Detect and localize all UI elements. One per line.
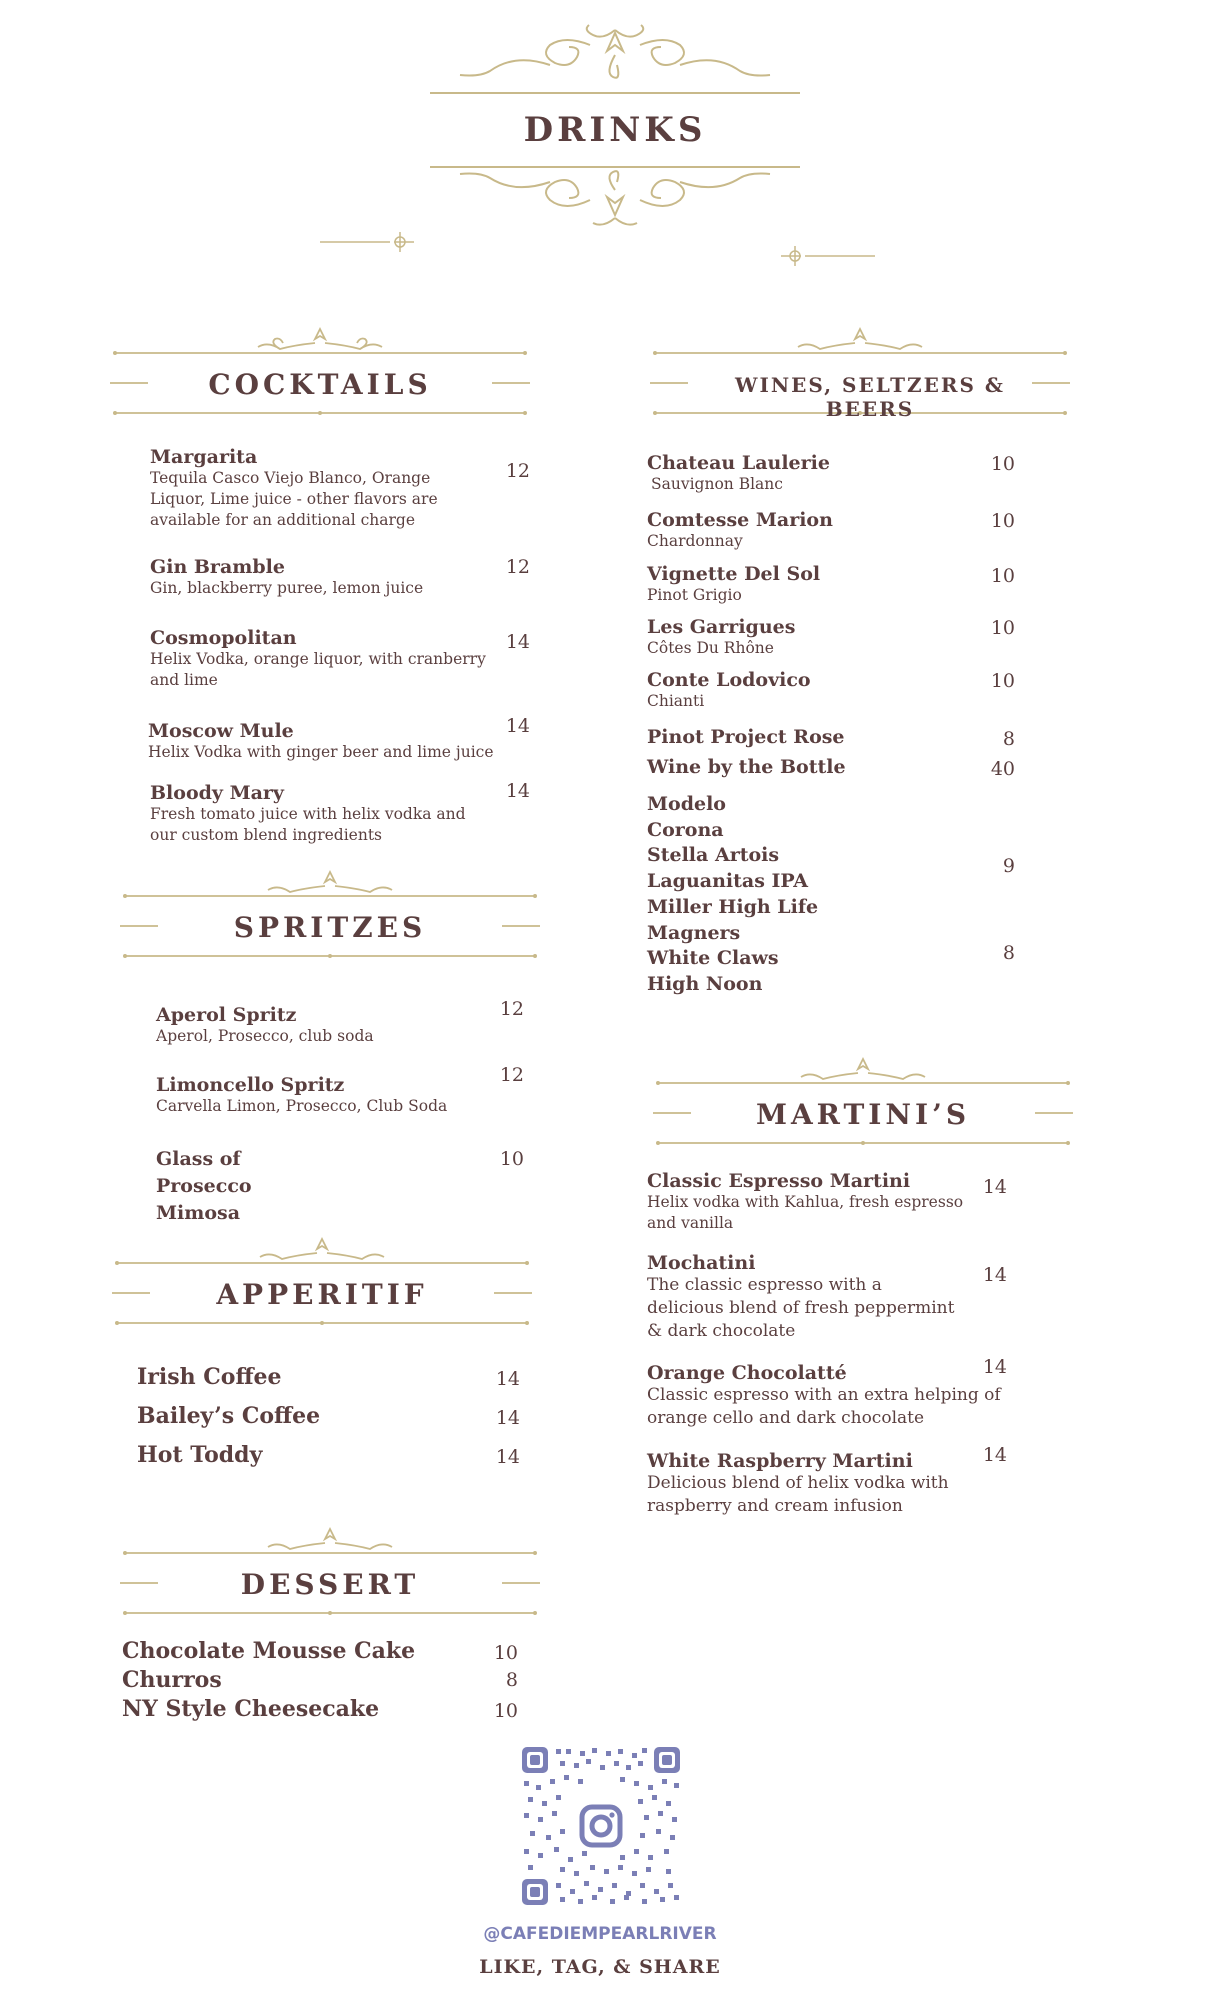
item-price: 10 bbox=[990, 510, 1015, 532]
item-name: Orange Chocolatté bbox=[647, 1362, 847, 1384]
cocktail-item bbox=[150, 446, 540, 531]
item-price: 14 bbox=[982, 1264, 1007, 1286]
footer-cta: LIKE, TAG, & SHARE bbox=[479, 1956, 721, 1978]
item-name: Limoncello Spritz bbox=[156, 1074, 345, 1096]
instagram-qr-icon[interactable] bbox=[520, 1745, 682, 1907]
cocktail-item bbox=[150, 627, 540, 691]
item-name: Pinot Project Rose bbox=[647, 726, 845, 748]
item-description: Carvella Limon, Prosecco, Club Soda bbox=[156, 1097, 448, 1115]
item-name: Mochatini bbox=[647, 1252, 756, 1274]
item-price: 14 bbox=[982, 1356, 1007, 1378]
item-price: 14 bbox=[505, 715, 530, 737]
item-name: Moscow Mule bbox=[148, 720, 294, 742]
item-description: Chardonnay bbox=[647, 532, 743, 550]
item-name: Cosmopolitan bbox=[150, 627, 297, 649]
item-price: 12 bbox=[505, 460, 530, 482]
item-description: Helix vodka with Kahlua, fresh espresso and vanilla bbox=[647, 1193, 964, 1232]
spritz-item bbox=[156, 1064, 536, 1117]
dessert-item-name: Chocolate Mousse Cake bbox=[122, 1638, 416, 1664]
beer-list bbox=[647, 792, 818, 998]
wine-item bbox=[647, 509, 1027, 552]
wine-item bbox=[647, 616, 1027, 659]
item-name: Glass of Prosecco Mimosa bbox=[156, 1148, 252, 1224]
item-description: Helix Vodka, orange liquor, with cranberry and lime bbox=[150, 650, 486, 689]
item-name: Bloody Mary bbox=[150, 782, 284, 804]
item-name: Wine by the Bottle bbox=[647, 756, 846, 778]
martinis-title: MARTINI’S bbox=[755, 1098, 971, 1131]
apperitif-item-price: 14 bbox=[495, 1407, 520, 1429]
item-name: Conte Lodovico bbox=[647, 669, 811, 691]
seltzer-item: White Claws bbox=[647, 947, 779, 970]
beer-item: Corona bbox=[647, 818, 724, 841]
martini-item bbox=[647, 1170, 1037, 1234]
dessert-item-price: 10 bbox=[493, 1642, 518, 1664]
apperitif-item-price: 14 bbox=[495, 1446, 520, 1468]
item-description: Chianti bbox=[647, 692, 705, 710]
item-price: 12 bbox=[499, 1064, 524, 1086]
item-name: Gin Bramble bbox=[150, 556, 285, 578]
item-price: 14 bbox=[982, 1444, 1007, 1466]
beers-price: 9 bbox=[1002, 855, 1015, 877]
item-description: Helix Vodka with ginger beer and lime juice bbox=[148, 743, 494, 761]
wine-item bbox=[647, 726, 1027, 748]
divider-flourish-left bbox=[320, 230, 420, 255]
item-description: Tequila Casco Viejo Blanco, Orange Liquor, Lime juice - other flavors are available for an additional charge bbox=[150, 469, 438, 529]
wines-title: WINES, SELTZERS & BEERS bbox=[735, 373, 1005, 421]
header-bottom-flourish bbox=[430, 160, 800, 240]
item-description: Sauvignon Blanc bbox=[651, 475, 783, 493]
item-name: White Raspberry Martini bbox=[647, 1450, 913, 1472]
martini-item bbox=[647, 1444, 1037, 1518]
cocktails-title: COCKTAILS bbox=[208, 368, 432, 401]
item-name: Vignette Del Sol bbox=[647, 563, 821, 585]
item-description: Pinot Grigio bbox=[647, 586, 742, 604]
item-description: Côtes Du Rhône bbox=[647, 639, 774, 657]
seltzer-item: High Noon bbox=[647, 972, 763, 995]
dessert-title: DESSERT bbox=[240, 1568, 420, 1601]
spritz-item bbox=[156, 1146, 536, 1227]
item-price: 8 bbox=[1002, 728, 1015, 750]
item-price: 10 bbox=[990, 565, 1015, 587]
beer-item: Laguanitas IPA bbox=[647, 870, 809, 893]
item-price: 40 bbox=[990, 758, 1015, 780]
cocktail-item bbox=[150, 556, 540, 599]
item-name: Comtesse Marion bbox=[647, 509, 833, 531]
apperitif-item-name: Bailey’s Coffee bbox=[137, 1403, 321, 1429]
beer-item: Modelo bbox=[647, 793, 726, 815]
wine-item bbox=[647, 756, 1027, 778]
cocktail-item bbox=[148, 715, 540, 763]
item-description: Fresh tomato juice with helix vodka and our custom blend ingredients bbox=[150, 805, 466, 844]
dessert-item-price: 8 bbox=[505, 1669, 518, 1691]
item-price: 12 bbox=[505, 556, 530, 578]
item-price: 10 bbox=[990, 670, 1015, 692]
item-description: The classic espresso with a delicious blend of fresh peppermint & dark chocolate bbox=[647, 1275, 955, 1341]
item-name: Margarita bbox=[150, 446, 258, 468]
item-price: 10 bbox=[499, 1148, 524, 1170]
wine-item bbox=[647, 452, 1027, 495]
item-description: Gin, blackberry puree, lemon juice bbox=[150, 579, 424, 597]
cocktail-item bbox=[150, 782, 540, 846]
spritz-item bbox=[156, 998, 536, 1047]
item-price: 10 bbox=[990, 617, 1015, 639]
item-price: 14 bbox=[982, 1176, 1007, 1198]
apperitif-item-name: Hot Toddy bbox=[137, 1442, 263, 1468]
item-price: 12 bbox=[499, 998, 524, 1020]
item-description: Delicious blend of helix vodka with raspberry and cream infusion bbox=[647, 1473, 949, 1516]
item-price: 14 bbox=[505, 780, 530, 802]
beer-item: Stella Artois bbox=[647, 844, 780, 867]
item-name: Les Garrigues bbox=[647, 616, 796, 638]
wine-item bbox=[647, 669, 1027, 712]
beer-item: Magners bbox=[647, 921, 741, 944]
menu-title: DRINKS bbox=[523, 110, 707, 150]
apperitif-item-price: 14 bbox=[495, 1368, 520, 1390]
item-description: Aperol, Prosecco, club soda bbox=[156, 1027, 374, 1045]
item-description: Classic espresso with an extra helping of orange cello and dark chocolate bbox=[647, 1385, 1001, 1428]
apperitif-item-name: Irish Coffee bbox=[137, 1364, 282, 1390]
instagram-handle[interactable]: @CAFEDIEMPEARLRIVER bbox=[483, 1924, 717, 1944]
divider-flourish-right bbox=[775, 244, 875, 269]
item-price: 14 bbox=[505, 631, 530, 653]
wine-item bbox=[647, 563, 1027, 606]
header-top-flourish bbox=[430, 25, 800, 100]
seltzers-price: 8 bbox=[1002, 942, 1015, 964]
spritzes-title: SPRITZES bbox=[233, 911, 427, 944]
beer-item: Miller High Life bbox=[647, 895, 819, 918]
item-price: 10 bbox=[990, 453, 1015, 475]
item-name: Aperol Spritz bbox=[156, 1004, 297, 1026]
dessert-item-name: NY Style Cheesecake bbox=[122, 1696, 380, 1722]
martini-item bbox=[647, 1356, 1037, 1430]
dessert-item-price: 10 bbox=[493, 1700, 518, 1722]
apperitif-title: APPERITIF bbox=[216, 1278, 428, 1311]
martini-item bbox=[647, 1252, 1037, 1343]
item-name: Chateau Laulerie bbox=[647, 452, 830, 474]
dessert-item-name: Churros bbox=[122, 1667, 222, 1693]
item-name: Classic Espresso Martini bbox=[647, 1170, 911, 1192]
